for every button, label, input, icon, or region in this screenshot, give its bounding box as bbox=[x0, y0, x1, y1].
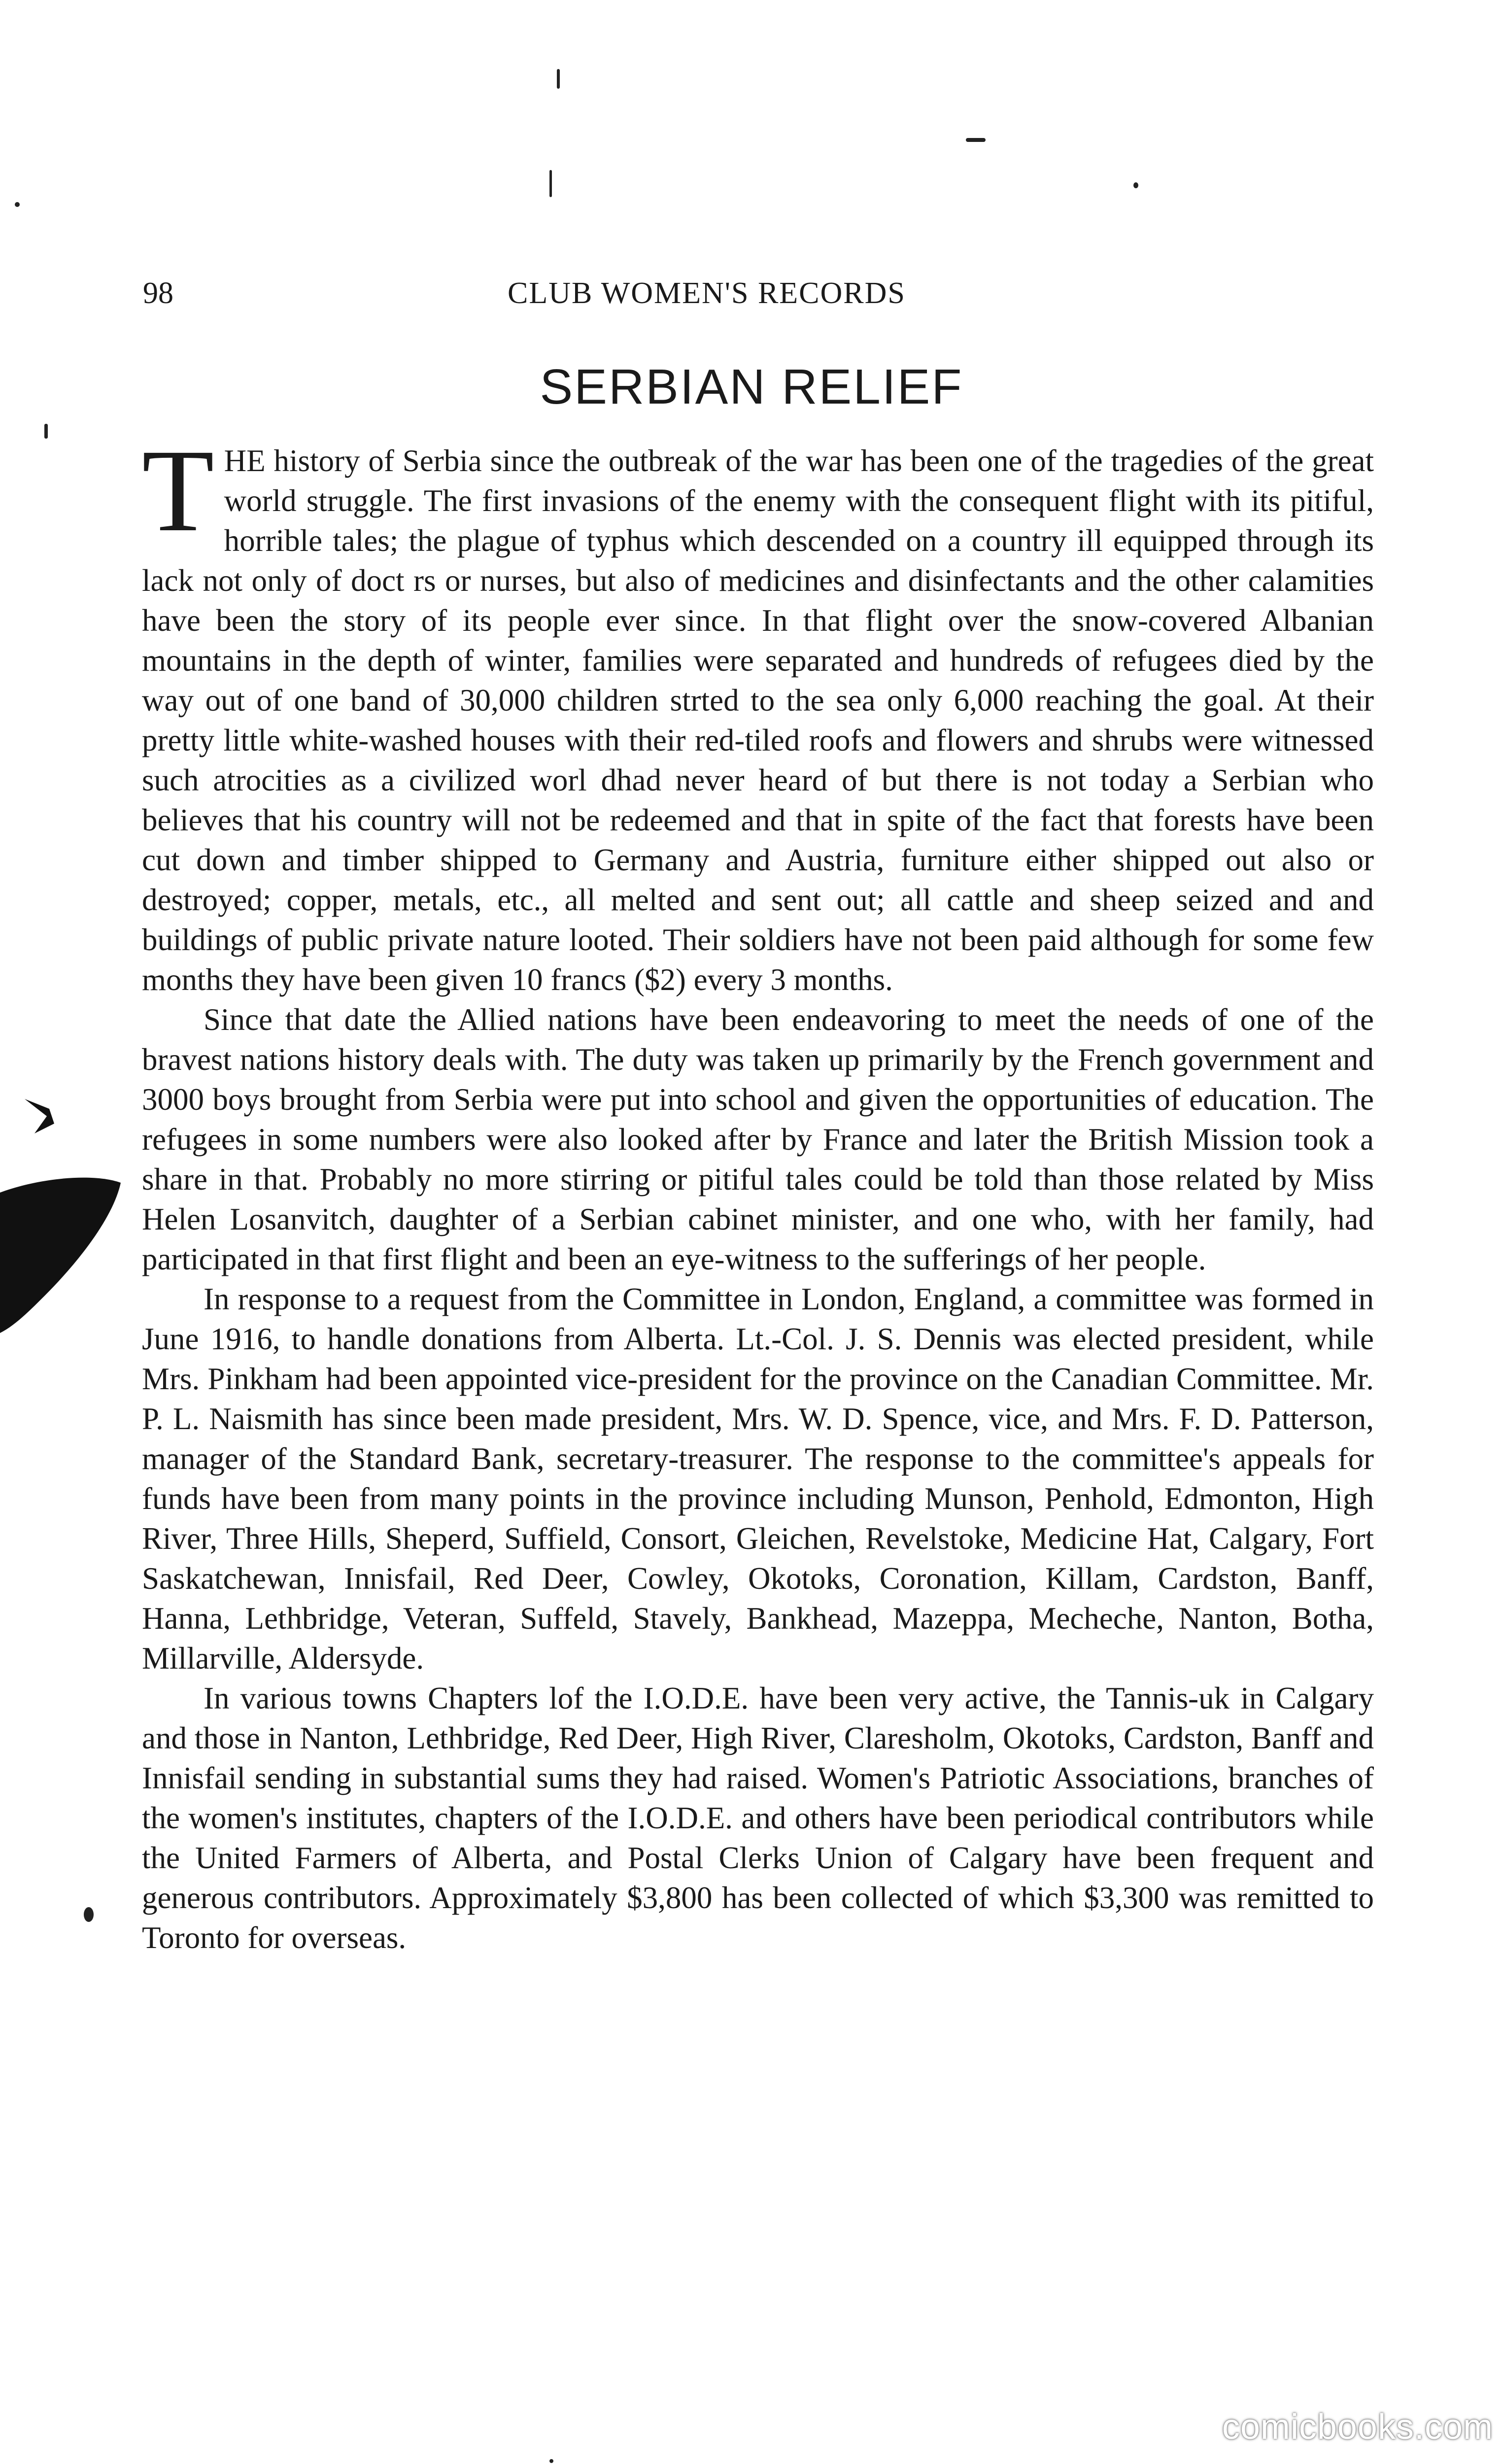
speck-mark bbox=[557, 69, 560, 89]
speck-mark bbox=[44, 424, 48, 439]
page-header bbox=[143, 274, 1385, 313]
margin-arrow-mark bbox=[20, 1089, 64, 1143]
ink-smudge-mark bbox=[0, 1173, 123, 1335]
paragraph-1-text: HE history of Serbia since the outbreak of the war has been one of the tragedies of the great world struggle. The first invasions of the enemy with the consequent flight with its pitiful, horrible tales; the plague of typhus which descended on a country ill equipped through its lack not only of doct rs or nurses, but also of medicines and disinfectants and the other calamities have been the story of its people ever since. In that flight over the snow-covered Albanian mountains in the depth of winter, families were separated and hundreds of refugees died by the way out of one band of 30,000 children strted to the sea only 6,000 reaching the goal. At their pretty little white-washed houses with their red-tiled roofs and flowers and shrubs were witnessed such atrocities as a civilized worl dhad never heard of but there is not today a Serbian who believes that his country will not be redeemed and that in spite of the fact that forests have been cut down and timber shipped to Germany and Austria, furniture either shipped out also or destroyed; copper, metals, etc., all melted and sent out; all cattle and sheep seized and and buildings of public private nature looted. Their soldiers have not been paid although for some few months they have been given 10 francs ($2) every 3 months. bbox=[142, 444, 1374, 997]
speck-mark bbox=[15, 202, 20, 207]
drop-cap: T bbox=[142, 425, 214, 556]
speck-mark bbox=[966, 138, 986, 142]
site-watermark: comicbooks.com bbox=[1222, 2407, 1493, 2447]
speck-mark bbox=[549, 170, 552, 197]
article-body bbox=[142, 425, 1374, 1958]
paragraph-3: In response to a request from the Committee in London, England, a committee was formed in June 1916, to handle donations from Alberta. Lt.-Col. J. S. Dennis was elected president, while Mrs. Pinkham had been appointed vice-president for the province on the Canadian Committee. Mr. P. L. Naismith has since been made president, Mrs. W. D. Spence, vice, and Mrs. F. D. Patterson, manager of the Standard Bank, secretary-treasurer. The response to the committee's appeals for funds have been from many points in the province including Munson, Penhold, Edmonton, High River, Three Hills, Sheperd, Suffield, Consort, Gleichen, Revelstoke, Medicine Hat, Calgary, Fort Saskatchewan, Innisfail, Red Deer, Cowley, Okotoks, Coronation, Killam, Cardston, Banff, Hanna, Lethbridge, Veteran, Suffeld, Stavely, Bankhead, Mazeppa, Mecheche, Nanton, Botha, Millarville, Aldersyde. bbox=[142, 1282, 1374, 1676]
paragraph-2: Since that date the Allied nations have been endeavoring to meet the needs of one of the bravest nations history deals with. The duty was taken up primarily by the French government and 3000 boys brought from Serbia were put into school and given the opportunities of education. The refugees in some numbers were also looked after by France and later the British Mission took a share in that. Probably no more stirring or pitiful tales could be told than those related by Miss Helen Losanvitch, daughter of a Serbian cabinet minister, and one who, with her family, had participated in that first flight and been an eye-witness to the sufferings of her people. bbox=[142, 1002, 1374, 1276]
page-number: 98 bbox=[143, 276, 173, 310]
speck-mark bbox=[549, 2459, 553, 2463]
article-title: SERBIAN RELIEF bbox=[540, 359, 963, 414]
speck-mark bbox=[84, 1907, 94, 1922]
paragraph-1 bbox=[142, 425, 1374, 1000]
speck-mark bbox=[1133, 182, 1138, 188]
paragraph-4: In various towns Chapters lof the I.O.D.E. have been very active, the Tannis-uk in Calgary and those in Nanton, Lethbridge, Red Deer, High River, Claresholm, Okotoks, Cardston, Banff and Innisfail sending in substantial sums they had raised. Women's Patriotic Associations, branches of the women's institutes, chapters of the I.O.D.E. and others have been periodical contributors while the United Farmers of Alberta, and Postal Clerks Union of Calgary have been frequent and generous contributors. Approximately $3,800 has been collected of which $3,300 was remitted to Toronto for overseas. bbox=[142, 1681, 1374, 1955]
running-title: CLUB WOMEN'S RECORDS bbox=[508, 276, 906, 310]
